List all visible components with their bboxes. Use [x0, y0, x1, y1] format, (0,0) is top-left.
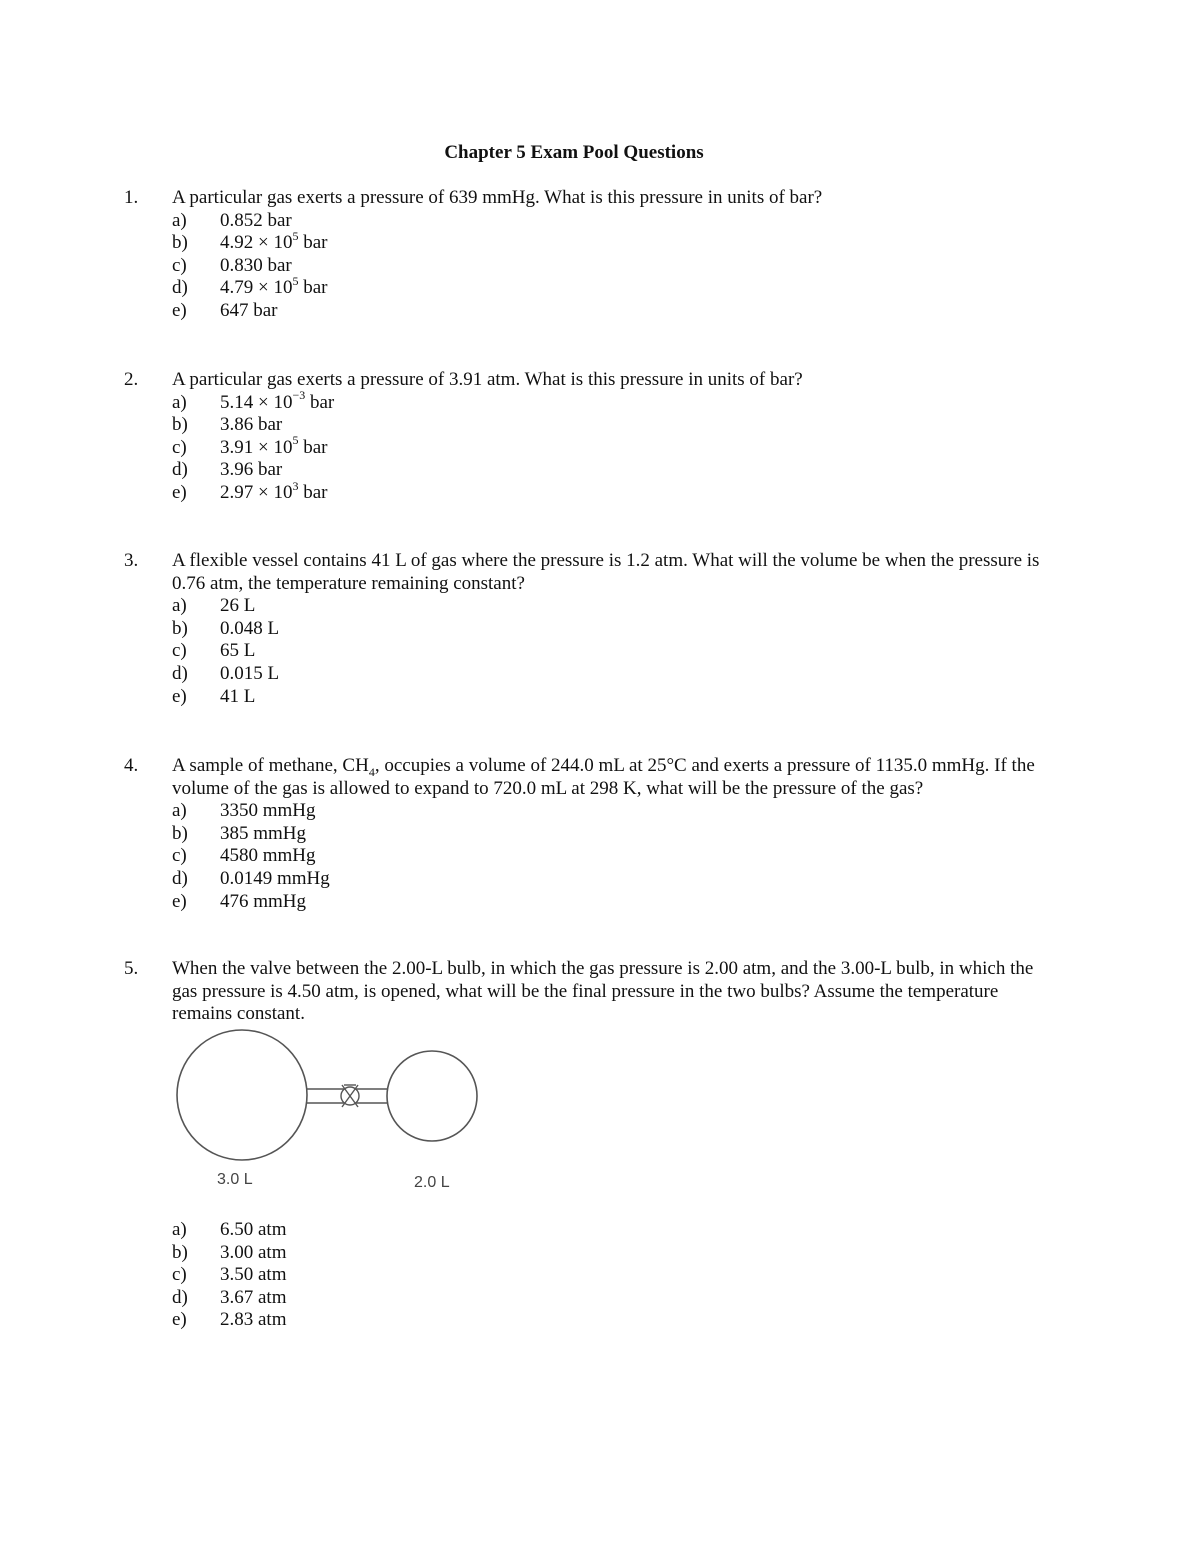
- option-letter: c): [172, 1264, 187, 1286]
- answer-option: [172, 1242, 1042, 1265]
- option-value: 3350 mmHg: [220, 800, 316, 822]
- answer-option: [172, 845, 1042, 868]
- answer-option: [172, 1309, 1042, 1332]
- left-bulb-label: 3.0 L: [217, 1171, 253, 1188]
- answer-option: [172, 255, 1042, 278]
- question-number: 5.: [124, 958, 139, 979]
- option-letter: a): [172, 800, 187, 822]
- option-letter: e): [172, 1309, 187, 1331]
- two-bulb-diagram: [170, 1025, 490, 1195]
- option-value: $3.91 \times 10^5$ bar: [220, 433, 328, 458]
- question-text: A particular gas exerts a pressure of 3.91 atm. What is this pressure in units of bar?: [172, 369, 803, 390]
- answer-option: [172, 663, 1042, 686]
- option-letter: b): [172, 232, 188, 254]
- question-number: 2.: [124, 369, 139, 390]
- right-bulb-label: 2.0 L: [414, 1174, 450, 1191]
- question-text: A flexible vessel contains 41 L of gas where the pressure is 1.2 atm. What will the volume be when the pressure is 0.76 atm, the temperature remaining constant?: [172, 550, 1040, 594]
- option-value: $4.79 \times 10^5$ bar: [220, 274, 328, 299]
- right-bulb: [387, 1051, 477, 1141]
- option-letter: e): [172, 481, 187, 503]
- option-letter: e): [172, 685, 187, 707]
- option-value: 0.830 bar: [220, 254, 292, 276]
- option-letter: d): [172, 459, 188, 481]
- valve-icon: [341, 1085, 359, 1107]
- question-number: 3.: [124, 550, 139, 571]
- answer-option: [172, 210, 1042, 233]
- answer-option: [172, 274, 1042, 300]
- answer-option: [172, 1219, 1042, 1242]
- option-letter: b): [172, 1241, 188, 1263]
- option-letter: d): [172, 277, 188, 299]
- option-value: 65 L: [220, 640, 256, 662]
- answer-option: [172, 300, 1042, 323]
- answer-option: [172, 1264, 1042, 1287]
- answer-option: [172, 459, 1042, 482]
- option-letter: e): [172, 299, 187, 321]
- option-letter: d): [172, 662, 188, 684]
- answer-option: [172, 414, 1042, 437]
- option-value: 6.50 atm: [220, 1219, 287, 1240]
- question-options-block: [172, 1219, 1042, 1332]
- option-value: 0.852 bar: [220, 209, 292, 231]
- option-letter: a): [172, 209, 187, 231]
- answer-option: [172, 800, 1042, 823]
- answer-option: [172, 228, 1042, 255]
- option-letter: b): [172, 414, 188, 436]
- answer-option: [172, 595, 1042, 618]
- question-text: When the valve between the 2.00-L bulb, in which the gas pressure is 2.00 atm, and the 3.00-L bulb, in which the gas pressure is 4.50 atm, is opened, what will be the final pressure in the two bulbs? Assume the temperature remains constant.: [172, 958, 1034, 1025]
- answer-option: [172, 823, 1042, 846]
- answer-option: [172, 891, 1042, 914]
- question-number: 1.: [124, 187, 139, 208]
- option-value: 26 L: [220, 595, 256, 617]
- option-value: 0.0149 mmHg: [220, 867, 330, 889]
- answer-option: [172, 388, 1042, 415]
- answer-option: [172, 686, 1042, 709]
- answer-option: [172, 640, 1042, 663]
- option-value: 0.015 L: [220, 662, 280, 684]
- option-value: $5.14 \times 10^{-3}$ bar: [220, 388, 335, 413]
- option-letter: c): [172, 640, 187, 662]
- option-value: 3.67 atm: [220, 1286, 287, 1308]
- option-letter: c): [172, 254, 187, 276]
- answer-option: [172, 478, 1042, 505]
- option-letter: a): [172, 391, 187, 413]
- option-value: 4580 mmHg: [220, 845, 316, 867]
- question-text-block: [172, 369, 1042, 505]
- option-value: $4.92 \times 10^5$ bar: [220, 228, 328, 254]
- option-letter: b): [172, 617, 188, 639]
- answer-option: [172, 868, 1042, 891]
- option-value: 3.50 atm: [220, 1264, 287, 1286]
- question-text: A sample of methane, $CH_4$, occupies a volume of 244.0 mL at 25°C and exerts a pressure of 1135.0 mmHg. If the volume of the gas is allowed to expand to 720.0 mL at 298 K, what will be the pressure of the gas?: [172, 755, 1035, 799]
- question-text-block: [172, 187, 1042, 323]
- option-letter: d): [172, 867, 188, 889]
- option-letter: c): [172, 436, 187, 458]
- option-letter: d): [172, 1286, 188, 1308]
- option-letter: a): [172, 1219, 187, 1240]
- question-text-block: [172, 550, 1042, 708]
- answer-option: [172, 618, 1042, 641]
- bulb-diagram-svg: [170, 1025, 490, 1195]
- option-value: 3.00 atm: [220, 1241, 287, 1263]
- question-number: 4.: [124, 755, 139, 776]
- option-value: 385 mmHg: [220, 822, 307, 844]
- page-title: Chapter 5 Exam Pool Questions: [444, 142, 704, 163]
- option-value: 41 L: [220, 685, 256, 707]
- left-bulb: [177, 1030, 307, 1160]
- option-letter: b): [172, 822, 188, 844]
- question-text: A particular gas exerts a pressure of 639 mmHg. What is this pressure in units of bar?: [172, 187, 823, 208]
- option-value: 476 mmHg: [220, 890, 307, 912]
- question-text-block: [172, 755, 1042, 913]
- option-value: $2.97 \times 10^3$ bar: [220, 478, 328, 503]
- answer-option: [172, 433, 1042, 460]
- option-value: 647 bar: [220, 299, 278, 321]
- option-value: 3.86 bar: [220, 414, 283, 436]
- option-value: 0.048 L: [220, 617, 280, 639]
- option-value: 2.83 atm: [220, 1309, 287, 1331]
- answer-option: [172, 1287, 1042, 1310]
- option-letter: e): [172, 890, 187, 912]
- question-text-block: [172, 958, 1042, 1026]
- option-letter: a): [172, 595, 187, 617]
- option-letter: c): [172, 845, 187, 867]
- option-value: 3.96 bar: [220, 459, 283, 481]
